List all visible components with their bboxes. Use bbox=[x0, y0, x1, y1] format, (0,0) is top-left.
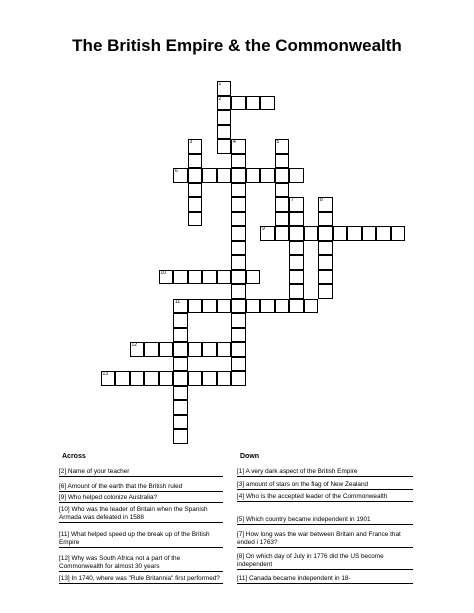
clue-text: Which country became independent in 1901 bbox=[245, 516, 371, 523]
crossword-cell[interactable] bbox=[289, 255, 304, 270]
crossword-cell[interactable] bbox=[101, 371, 116, 386]
clue-text: In 1740, where was "Rule Britannia" first performed? bbox=[71, 575, 220, 582]
crossword-cell[interactable] bbox=[173, 357, 188, 372]
crossword-cell[interactable] bbox=[115, 371, 130, 386]
crossword-cell[interactable] bbox=[362, 226, 377, 241]
crossword-cell[interactable] bbox=[246, 96, 261, 111]
crossword-cell[interactable] bbox=[275, 226, 290, 241]
crossword-cell[interactable] bbox=[289, 299, 304, 314]
crossword-cell[interactable] bbox=[188, 299, 203, 314]
clue-number: [9] bbox=[59, 494, 67, 501]
crossword-cell[interactable] bbox=[202, 299, 217, 314]
crossword-cell[interactable] bbox=[159, 371, 174, 386]
crossword-cell[interactable] bbox=[231, 284, 246, 299]
crossword-cell[interactable] bbox=[231, 328, 246, 343]
across-clue bbox=[59, 554, 223, 572]
cell-number: 13 bbox=[102, 371, 109, 377]
crossword-cell[interactable] bbox=[231, 168, 246, 183]
clue-text: Who is the accepted leader of the Commonwealth bbox=[245, 493, 388, 500]
cell-number: 1 bbox=[218, 81, 222, 87]
clue-number: [3] bbox=[237, 481, 245, 488]
crossword-cell[interactable] bbox=[289, 212, 304, 227]
crossword-cell[interactable] bbox=[289, 284, 304, 299]
across-clue bbox=[59, 505, 223, 523]
crossword-cell[interactable] bbox=[217, 125, 232, 140]
crossword-cell[interactable] bbox=[391, 226, 406, 241]
clue-number: [12] bbox=[59, 555, 70, 562]
crossword-cell[interactable] bbox=[289, 241, 304, 256]
clue-text: Who helped colonize Australia? bbox=[67, 494, 158, 501]
crossword-cell[interactable] bbox=[246, 168, 261, 183]
clue-number: [7] bbox=[237, 531, 245, 538]
clue-number: [4] bbox=[237, 493, 245, 500]
cell-number: 8 bbox=[320, 197, 323, 203]
clue-number: [11] bbox=[237, 575, 248, 582]
crossword-cell[interactable] bbox=[159, 342, 174, 357]
crossword-cell[interactable] bbox=[217, 299, 232, 314]
crossword-cell[interactable] bbox=[275, 197, 290, 212]
clue-number: [1] bbox=[237, 468, 245, 475]
crossword-cell[interactable] bbox=[231, 313, 246, 328]
crossword-cell[interactable] bbox=[173, 371, 188, 386]
crossword-cell[interactable] bbox=[188, 270, 203, 285]
crossword-cell[interactable] bbox=[231, 270, 246, 285]
crossword-cell[interactable] bbox=[173, 400, 188, 415]
crossword-cell[interactable] bbox=[173, 168, 188, 183]
crossword-cell[interactable] bbox=[188, 212, 203, 227]
crossword-cell[interactable] bbox=[202, 270, 217, 285]
crossword-cell[interactable] bbox=[289, 168, 304, 183]
crossword-cell[interactable] bbox=[231, 154, 246, 169]
crossword-cell[interactable] bbox=[304, 226, 319, 241]
clue-text: amount of stars on the flag of New Zealand bbox=[245, 481, 369, 488]
cell-number: 6 bbox=[175, 168, 178, 174]
clue-text: What helped speed up the break up of the British Empire bbox=[59, 531, 210, 546]
crossword-cell[interactable] bbox=[202, 371, 217, 386]
crossword-cell[interactable] bbox=[173, 328, 188, 343]
crossword-cell[interactable] bbox=[217, 270, 232, 285]
crossword-cell[interactable] bbox=[217, 168, 232, 183]
crossword-cell[interactable] bbox=[333, 226, 348, 241]
crossword-cell[interactable] bbox=[231, 357, 246, 372]
crossword-cell[interactable] bbox=[217, 342, 232, 357]
crossword-cell[interactable] bbox=[159, 270, 174, 285]
crossword-cell[interactable] bbox=[318, 197, 333, 212]
crossword-cell[interactable] bbox=[289, 197, 304, 212]
crossword-cell[interactable] bbox=[173, 415, 188, 430]
across-heading: Across bbox=[62, 453, 86, 460]
crossword-cell[interactable] bbox=[318, 255, 333, 270]
down-clue bbox=[237, 530, 413, 548]
crossword-cell[interactable] bbox=[304, 299, 319, 314]
crossword-cell[interactable] bbox=[188, 139, 203, 154]
crossword-cell[interactable] bbox=[231, 183, 246, 198]
crossword-cell[interactable] bbox=[260, 226, 275, 241]
crossword-cell[interactable] bbox=[231, 226, 246, 241]
crossword-cell[interactable] bbox=[231, 212, 246, 227]
crossword-cell[interactable] bbox=[260, 168, 275, 183]
crossword-cell[interactable] bbox=[173, 299, 188, 314]
across-clue bbox=[59, 574, 223, 584]
crossword-cell[interactable] bbox=[144, 342, 159, 357]
crossword-cell[interactable] bbox=[188, 183, 203, 198]
crossword-cell[interactable] bbox=[275, 154, 290, 169]
cell-number: 12 bbox=[131, 342, 138, 348]
crossword-cell[interactable] bbox=[188, 154, 203, 169]
crossword-cell[interactable] bbox=[289, 270, 304, 285]
crossword-cell[interactable] bbox=[188, 197, 203, 212]
crossword-cell[interactable] bbox=[260, 96, 275, 111]
clue-number: [13] bbox=[59, 575, 70, 582]
crossword-cell[interactable] bbox=[246, 299, 261, 314]
down-clue bbox=[237, 515, 413, 525]
clue-number: [11] bbox=[59, 531, 70, 538]
cell-number: 7 bbox=[291, 197, 294, 203]
crossword-cell[interactable] bbox=[202, 168, 217, 183]
clue-text: Name of your teacher bbox=[67, 468, 130, 475]
crossword-cell[interactable] bbox=[173, 429, 188, 444]
crossword-cell[interactable] bbox=[217, 139, 232, 154]
cell-number: 9 bbox=[262, 226, 265, 232]
crossword-cell[interactable] bbox=[318, 241, 333, 256]
clue-text: How long was the war between Britain and France that ended i 1763? bbox=[237, 531, 401, 546]
crossword-cell[interactable] bbox=[188, 168, 203, 183]
page-title: The British Empire & the Commonwealth bbox=[72, 36, 402, 55]
crossword-cell[interactable] bbox=[318, 226, 333, 241]
down-clue bbox=[237, 552, 413, 570]
crossword-cell[interactable] bbox=[231, 255, 246, 270]
crossword-cell[interactable] bbox=[231, 371, 246, 386]
crossword-cell[interactable] bbox=[188, 342, 203, 357]
crossword-cell[interactable] bbox=[246, 270, 261, 285]
crossword-cell[interactable] bbox=[173, 386, 188, 401]
down-heading: Down bbox=[240, 453, 260, 460]
crossword-cell[interactable] bbox=[231, 96, 246, 111]
crossword-cell[interactable] bbox=[275, 183, 290, 198]
crossword-cell[interactable] bbox=[231, 241, 246, 256]
crossword-cell[interactable] bbox=[347, 226, 362, 241]
crossword-cell[interactable] bbox=[318, 212, 333, 227]
crossword-cell[interactable] bbox=[275, 299, 290, 314]
clue-text: Why was South Africa not a part of the Commonwealth for almost 30 years bbox=[59, 555, 181, 570]
down-clue bbox=[237, 480, 413, 490]
crossword-cell[interactable] bbox=[130, 371, 145, 386]
clue-text: Amount of the earth that the British ruled bbox=[67, 483, 183, 490]
clue-text: On which day of July in 1776 did the US become independent bbox=[237, 553, 384, 568]
crossword-cell[interactable] bbox=[231, 139, 246, 154]
crossword-cell[interactable] bbox=[173, 313, 188, 328]
crossword-cell[interactable] bbox=[318, 284, 333, 299]
crossword-cell[interactable] bbox=[173, 270, 188, 285]
down-clue bbox=[237, 467, 413, 477]
clue-number: [6] bbox=[59, 483, 67, 490]
crossword-cell[interactable] bbox=[144, 371, 159, 386]
down-clue bbox=[237, 574, 413, 584]
crossword-cell[interactable] bbox=[130, 342, 145, 357]
cell-number: 11 bbox=[175, 298, 181, 305]
crossword-cell[interactable] bbox=[275, 139, 290, 154]
crossword-cell[interactable] bbox=[231, 342, 246, 357]
crossword-cell[interactable] bbox=[217, 81, 232, 96]
crossword-cell[interactable] bbox=[217, 371, 232, 386]
cell-number: 3 bbox=[189, 139, 193, 145]
clue-number: [10] bbox=[59, 506, 70, 513]
crossword-cell[interactable] bbox=[217, 96, 232, 111]
crossword-cell[interactable] bbox=[217, 110, 232, 125]
clue-text: Who was the leader of Britain when the Spanish Armada was defeated in 1588 bbox=[59, 506, 208, 521]
across-clue bbox=[59, 493, 223, 503]
crossword-cell[interactable] bbox=[275, 168, 290, 183]
crossword-cell[interactable] bbox=[188, 371, 203, 386]
crossword-cell[interactable] bbox=[289, 226, 304, 241]
crossword-cell[interactable] bbox=[318, 270, 333, 285]
across-clue bbox=[59, 467, 223, 477]
down-clue bbox=[237, 492, 413, 502]
clue-text: A very dark aspect of the British Empire bbox=[245, 468, 358, 475]
crossword-cell[interactable] bbox=[231, 197, 246, 212]
clue-number: [8] bbox=[237, 553, 245, 560]
across-clue bbox=[59, 530, 223, 548]
clue-text: Canada became independent in 18- bbox=[248, 575, 351, 582]
crossword-cell[interactable] bbox=[260, 299, 275, 314]
cell-number: 4 bbox=[233, 139, 236, 145]
across-clue bbox=[59, 482, 223, 492]
crossword-cell[interactable] bbox=[202, 342, 217, 357]
crossword-cell[interactable] bbox=[173, 342, 188, 357]
clue-number: [5] bbox=[237, 516, 245, 523]
crossword-cell[interactable] bbox=[231, 299, 246, 314]
crossword-cell[interactable] bbox=[376, 226, 391, 241]
clue-number: [2] bbox=[59, 468, 67, 475]
cell-number: 5 bbox=[276, 139, 280, 145]
cell-number: 2 bbox=[218, 95, 222, 102]
cell-number: 10 bbox=[160, 269, 167, 276]
crossword-cell[interactable] bbox=[275, 212, 290, 227]
